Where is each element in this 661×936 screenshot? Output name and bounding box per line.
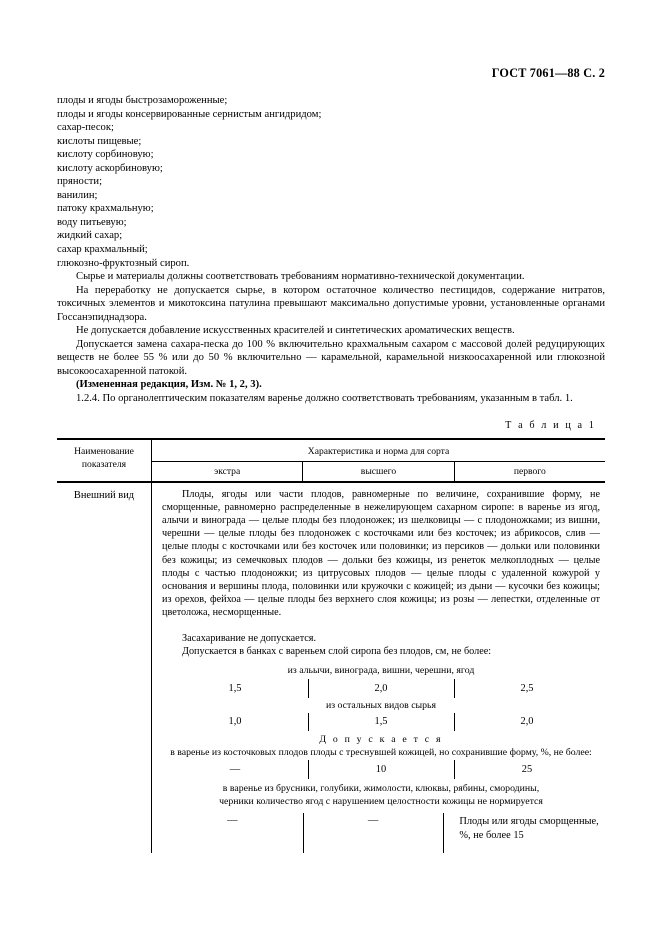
allowed-label: Д о п у с к а е т с я	[319, 734, 443, 746]
ingredient-item: плоды и ягоды консервированные сернистым ангидридом;	[57, 108, 322, 120]
berries-note-line-1: в варенье из брусники, голубики, жимолости, клюквы, рябины, смородины,	[222, 783, 540, 795]
column-header-group-label: Характеристика и норма для сорта	[152, 440, 605, 462]
table-header	[57, 440, 605, 481]
column-header-indicator-name: Наименование показателя	[74, 445, 134, 470]
ingredient-item: пряности;	[57, 176, 103, 188]
ingredient-item: кислоту аскорбиновую;	[57, 162, 163, 174]
column-header-sort-extra: экстра	[214, 465, 241, 477]
table-caption: Т а б л и ц а 1	[505, 419, 596, 431]
subhead-fruit-group-2: из остальных видов сырья	[325, 699, 437, 711]
column-header-sort-vysshego: высшего	[302, 462, 453, 481]
row-content-appearance	[151, 483, 605, 854]
value-extra-1: 1,5	[228, 682, 242, 694]
table-row	[57, 483, 605, 854]
value-extra-2: 1,0	[228, 716, 242, 728]
value-pervogo-3: 25	[454, 759, 600, 780]
paragraph-no-dyes: Не допускается добавление искусственных красителей и синтетических ароматических веществ.	[76, 325, 515, 337]
value-vysshego-4: —	[303, 813, 444, 853]
ingredient-item: плоды и ягоды быстрозамороженные;	[57, 95, 228, 106]
paragraph-raw-materials: Сырье и материалы должны соответствовать требованиям нормативно-технической документации.	[76, 271, 525, 283]
table-1	[57, 438, 605, 854]
note-no-sugaring: Засахаривание не допускается.	[182, 632, 317, 644]
berries-note-line-2: черники количество ягод с нарушением целостности кожицы не нормируется	[219, 795, 543, 807]
ingredient-item: сахар крахмальный;	[57, 244, 148, 256]
paragraph-pesticides: На переработку не допускается сырье, в котором остаточное количество пестицидов, содержание нитратов, токсичных элементов и микотоксина патулина превышают максимально допустимые уровни, установленные органами Госсанэпиднадзора.	[57, 284, 605, 323]
ingredient-item: кислоты пищевые;	[57, 135, 142, 147]
appearance-description: Плоды, ягоды или части плодов, равномерные по величине, сохранившие форму, не сморщенные, равномерно распределенные в нежелирующем сахарном сиропе: в варенье из ягод, алычи и винограда — целые плоды без плодоножек; из шелковицы — с плодоножками; из вишни, черешни — целые плоды без плодоножек с косточками или без косточек; из абрикосов, слив — целые плоды с косточками или без косточек или половинки; из персиков — дольки или половинки без кожицы; из семечковых плодов — дольки без кожицы, из ренеток мелкоплодных — целые плоды с частью плодоножки; из цитрусовых плодов — целые плоды с удаленной кожурой у основания и вершины плода, половинки или кружочки с кожицей; из дыни — кусочки без кожицы; из орехов, фейхоа — целые плоды без верхнего слоя кожицы; из розы — лепестки, отделенные от цветоложа, несморщенные.	[162, 488, 600, 619]
value-extra-3: —	[229, 764, 241, 776]
allowed-cracked-skin-text: в варенье из косточковых плодов плоды с треснувшей кожицей, но сохранившие форму, %, не более:	[170, 746, 592, 758]
value-pervogo-4-text: Плоды или ягоды сморщенные, %, не более 15	[443, 813, 600, 853]
ingredient-item: кислоту сорбиновую;	[57, 149, 154, 161]
ingredient-item: глюкозно-фруктозный сироп.	[57, 257, 190, 269]
running-head: ГОСТ 7061—88 С. 2	[491, 66, 605, 80]
revision-note: (Измененная редакция, Изм. № 1, 2, 3).	[76, 379, 262, 391]
values-row-4	[162, 813, 600, 853]
column-header-group	[151, 440, 605, 481]
value-pervogo-2: 2,0	[454, 712, 600, 732]
ingredient-item: ванилин;	[57, 189, 98, 201]
ingredient-item: сахар-песок;	[57, 122, 114, 134]
values-row-2	[162, 712, 600, 732]
value-vysshego-3: 10	[308, 759, 454, 780]
clause-1-2-4: 1.2.4. По органолептическим показателям варенье должно соответствовать требованиям, указанным в табл. 1.	[76, 393, 573, 405]
paragraph-sugar-substitution: Допускается замена сахара-песка до 100 % включительно крахмальным сахаром с массовой долей редуцирующих веществ не более 55 % или до 50 % включительно — карамельной, карамельной низкоосахаренной или глюкозной высокоосахаренной патокой.	[57, 338, 605, 377]
value-pervogo-1: 2,5	[454, 678, 600, 699]
value-vysshego-1: 2,0	[308, 678, 454, 699]
ingredient-item: патоку крахмальную;	[57, 203, 154, 215]
body-text	[57, 94, 605, 406]
row-label-appearance: Внешний вид	[73, 489, 135, 501]
column-header-sort-pervogo: первого	[454, 462, 605, 481]
page-content	[57, 0, 605, 853]
values-row-3	[162, 759, 600, 780]
value-extra-4: —	[227, 815, 238, 827]
values-row-1	[162, 678, 600, 699]
note-syrup-layer: Допускается в банках с вареньем слой сиропа без плодов, см, не более:	[182, 646, 492, 658]
value-vysshego-2: 1,5	[308, 712, 454, 732]
ingredient-item: воду питьевую;	[57, 216, 127, 228]
subhead-fruit-group-1: из альычи, винограда, вишни, черешни, ягод	[287, 665, 475, 677]
ingredient-item: жидкий сахар;	[57, 230, 123, 242]
